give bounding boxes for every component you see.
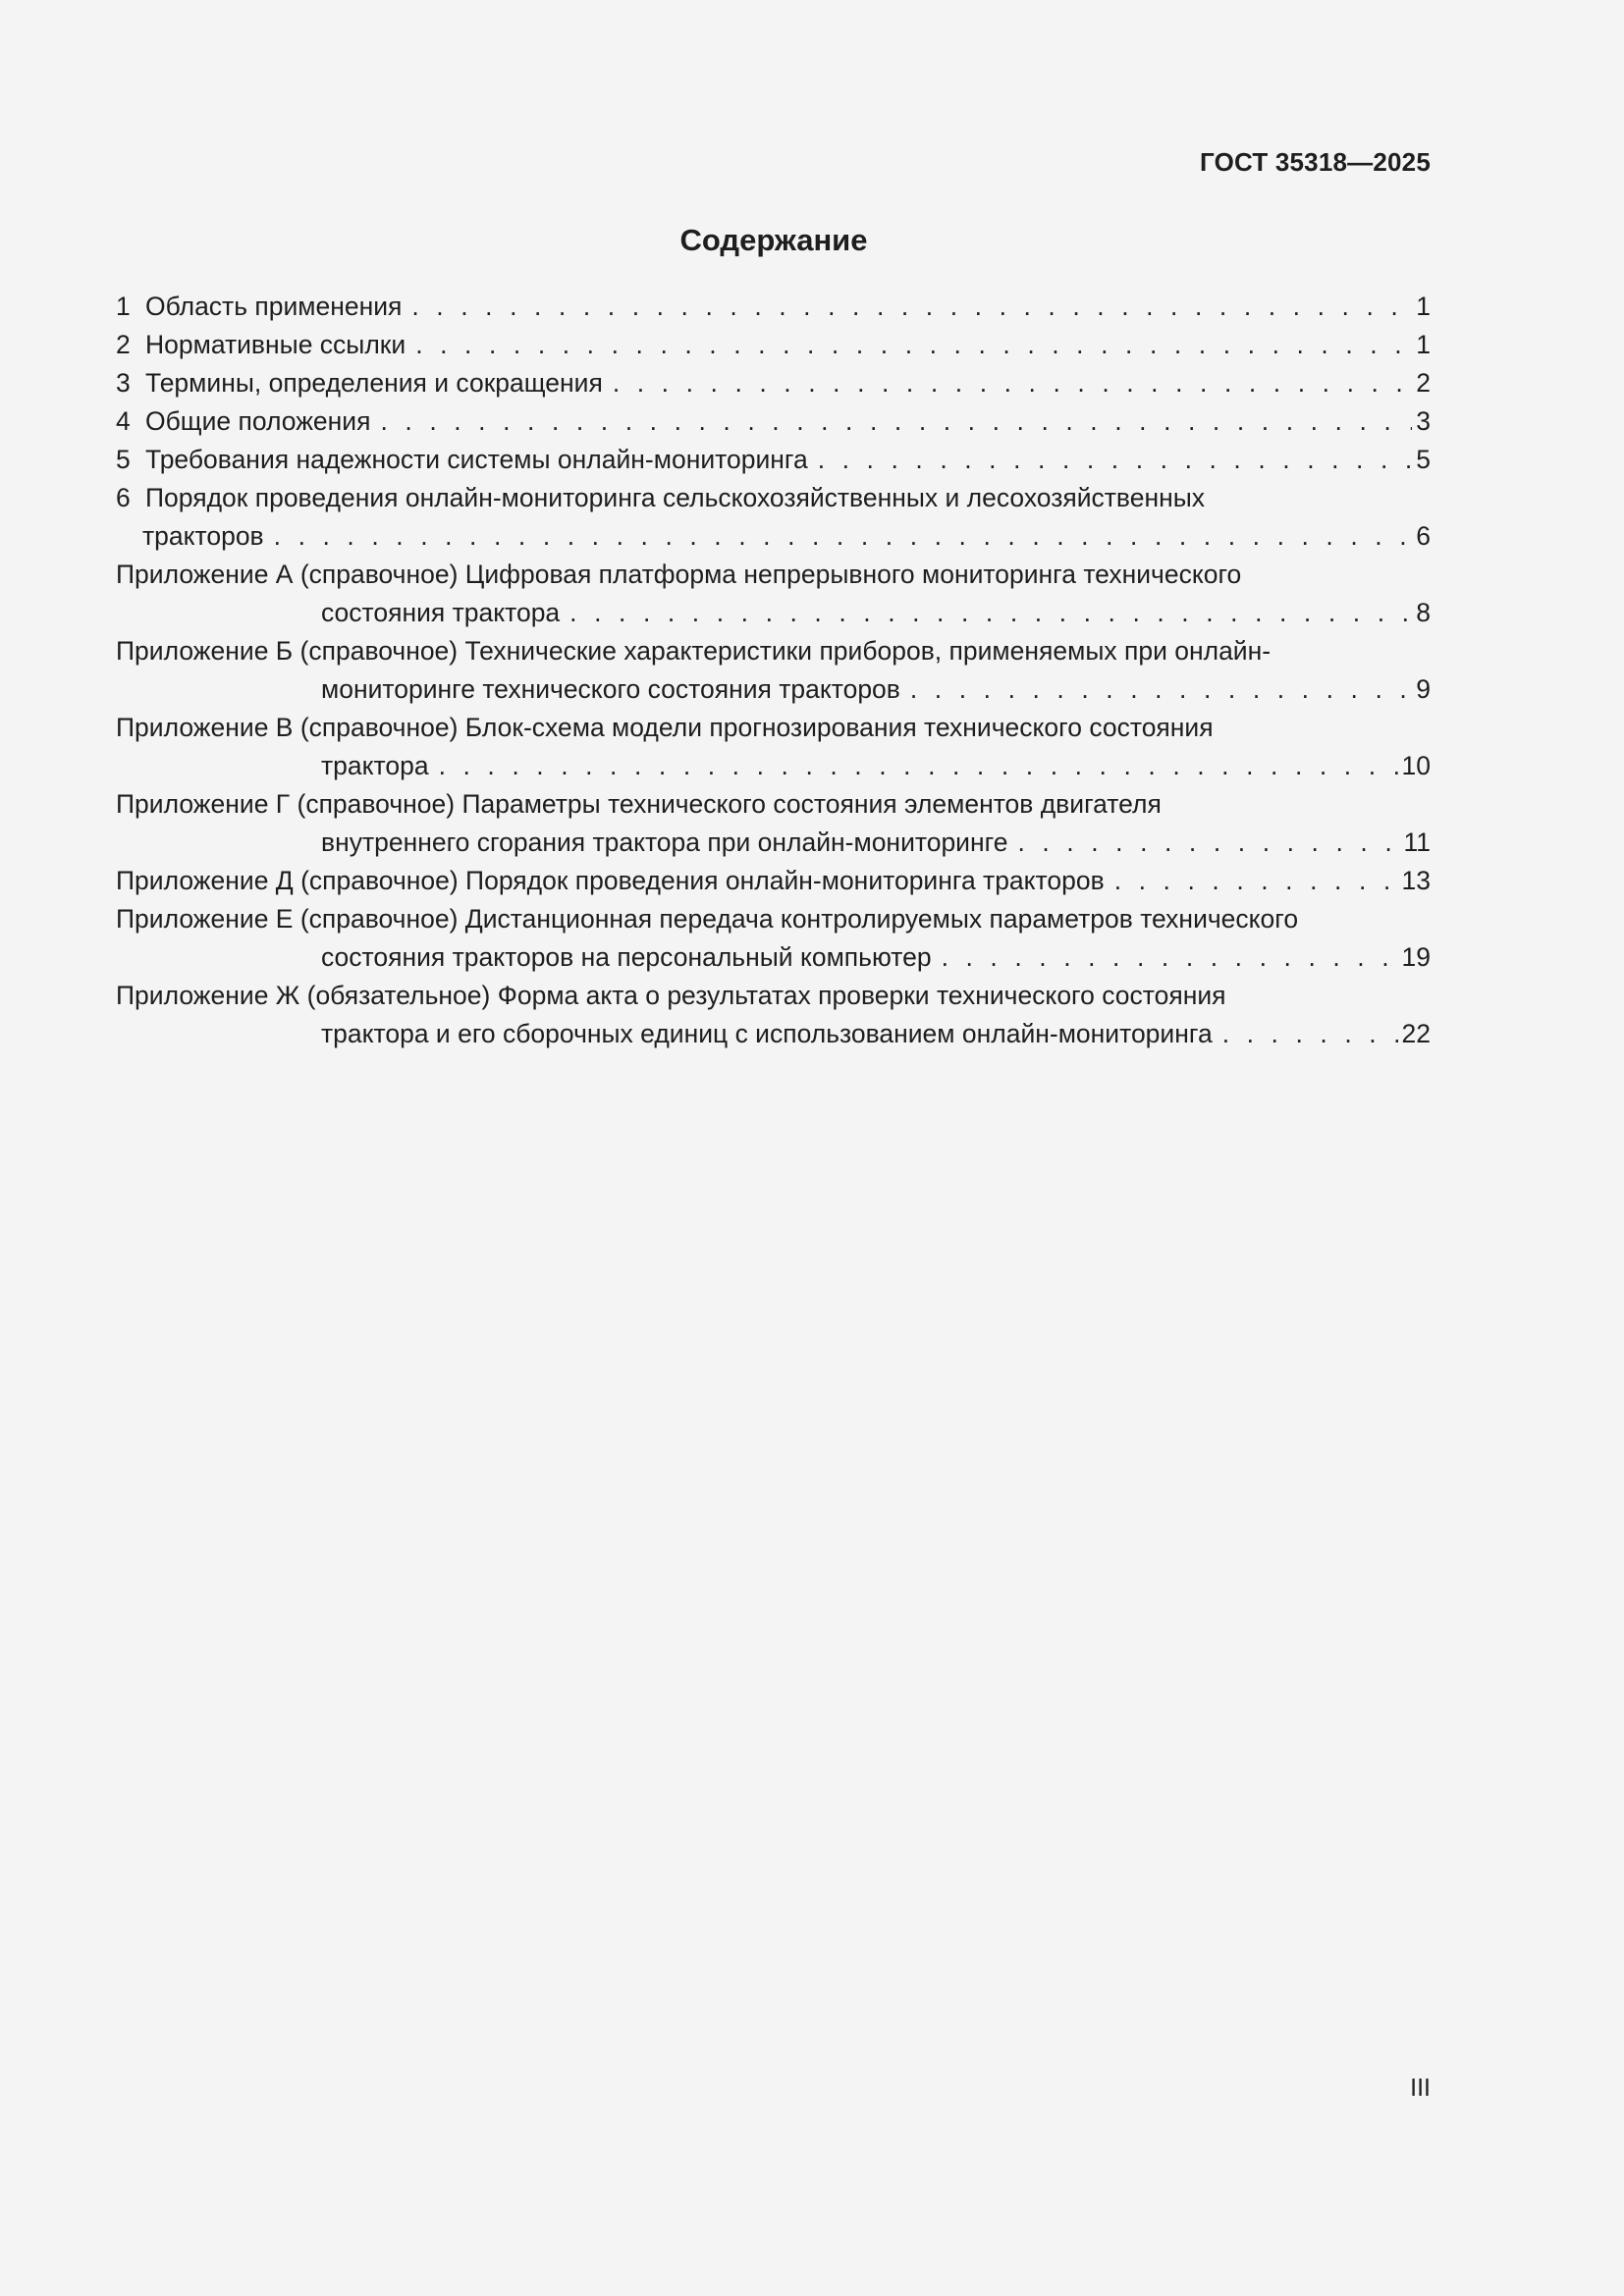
appendix-title-line1: Приложение А (справочное) Цифровая платформа непрерывного мониторинга технического (116, 560, 1242, 589)
dot-leader (415, 326, 1412, 364)
dot-leader (1017, 824, 1399, 862)
section-title-line1: Порядок проведения онлайн-мониторинга сельскохозяйственных и лесохозяйственных (145, 483, 1206, 512)
toc-entry-section-3[interactable] (116, 364, 1431, 402)
toc-entry-appendix-a[interactable] (116, 556, 1431, 632)
section-title-line2: тракторов (142, 521, 264, 551)
section-title: Область применения (145, 292, 403, 321)
section-title: Требования надежности системы онлайн-мониторинга (145, 445, 808, 474)
footer-page-number: III (1410, 2074, 1431, 2102)
dot-leader (274, 517, 1413, 556)
appendix-title-line2: состояния тракторов на персональный компьютер (321, 942, 932, 972)
page-number: 19 (1401, 942, 1431, 972)
page-number: 1 (1416, 292, 1431, 321)
appendix-title-line2: состояния трактора (321, 598, 561, 627)
section-title: Общие положения (145, 406, 371, 436)
section-number: 6 (116, 483, 131, 512)
toc-entry-section-5[interactable] (116, 441, 1431, 479)
page-number: 13 (1401, 866, 1431, 895)
page-number: 3 (1416, 406, 1431, 436)
appendix-title-line1: Приложение Д (справочное) Порядок проведения онлайн-мониторинга тракторов (116, 866, 1105, 895)
toc-entry-appendix-zh[interactable] (116, 977, 1431, 1053)
dot-leader (569, 594, 1412, 632)
toc-entry-appendix-d[interactable] (116, 862, 1431, 900)
appendix-title-line1: Приложение В (справочное) Блок-схема модели прогнозирования технического состояния (116, 713, 1214, 742)
section-number: 3 (116, 368, 131, 398)
section-number: 4 (116, 406, 131, 436)
dot-leader (380, 402, 1412, 441)
appendix-title-line2: трактора и его сборочных единиц с использованием онлайн-мониторинга (321, 1019, 1213, 1048)
section-title: Нормативные ссылки (145, 330, 406, 359)
section-title: Термины, определения и сокращения (145, 368, 603, 398)
dot-leader (439, 747, 1398, 785)
toc-entry-appendix-g[interactable] (116, 785, 1431, 862)
section-number: 1 (116, 292, 131, 321)
toc-entry-appendix-b[interactable] (116, 632, 1431, 709)
appendix-title-line2: внутреннего сгорания трактора при онлайн-мониторинге (321, 828, 1008, 857)
dot-leader (818, 441, 1413, 479)
page-number: 5 (1416, 445, 1431, 474)
appendix-title-line2: трактора (321, 751, 429, 780)
appendix-title-line2: мониторинге технического состояния тракторов (321, 674, 900, 704)
toc-entry-appendix-e[interactable] (116, 900, 1431, 977)
page-number: 6 (1416, 521, 1431, 551)
appendix-title-line1: Приложение Б (справочное) Технические характеристики приборов, применяемых при онлайн- (116, 636, 1272, 666)
page-number: 10 (1401, 751, 1431, 780)
document-code: ГОСТ 35318—2025 (1200, 147, 1431, 177)
dot-leader (411, 288, 1412, 326)
appendix-title-line1: Приложение Е (справочное) Дистанционная передача контролируемых параметров технического (116, 904, 1299, 934)
appendix-title-line1: Приложение Ж (обязательное) Форма акта о результатах проверки технического состояния (116, 981, 1226, 1010)
dot-leader (1222, 1015, 1398, 1053)
toc-entry-section-1[interactable] (116, 288, 1431, 326)
dot-leader (942, 938, 1398, 977)
toc-entry-appendix-v[interactable] (116, 709, 1431, 785)
appendix-title-line1: Приложение Г (справочное) Параметры технического состояния элементов двигателя (116, 789, 1162, 819)
toc-entry-section-4[interactable] (116, 402, 1431, 441)
page-number: 11 (1403, 828, 1431, 857)
page-number: 22 (1401, 1019, 1431, 1048)
page-number: 1 (1416, 330, 1431, 359)
toc-title: Содержание (679, 223, 868, 257)
section-number: 2 (116, 330, 131, 359)
toc-entry-section-6[interactable] (116, 479, 1431, 556)
page-number: 9 (1416, 674, 1431, 704)
table-of-contents (116, 288, 1431, 1053)
dot-leader (910, 670, 1412, 709)
toc-entry-section-2[interactable] (116, 326, 1431, 364)
dot-leader (1114, 862, 1398, 900)
section-number: 5 (116, 445, 131, 474)
dot-leader (613, 364, 1412, 402)
page-number: 8 (1416, 598, 1431, 627)
page-number: 2 (1416, 368, 1431, 398)
